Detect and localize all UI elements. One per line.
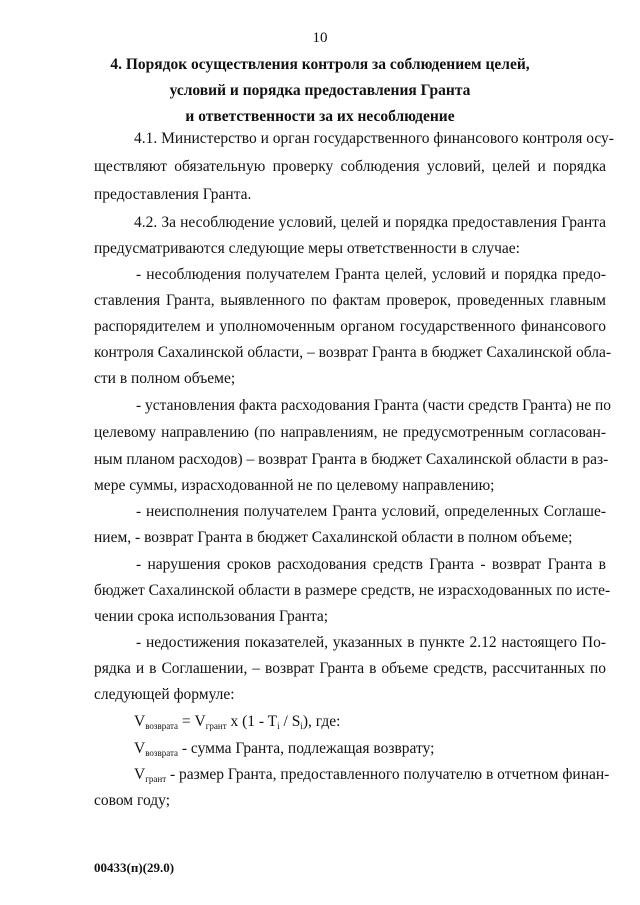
formula-subscript: i xyxy=(300,721,303,731)
text-line: бюджет Сахалинской области в размере средств, не израсходованных по исте- xyxy=(94,582,611,599)
text-line: ществляют обязательную проверку соблюдения условий, целей и порядка xyxy=(94,158,606,175)
formula-symbol: V xyxy=(134,766,146,783)
formula-symbol: V xyxy=(134,713,146,730)
text-line: нием, - возврат Гранта в бюджет Сахалинской области в полном объеме; xyxy=(94,529,573,546)
document-code: 00433(п)(29.0) xyxy=(94,860,175,875)
definition-2 xyxy=(134,766,610,784)
formula-subscript: возврата xyxy=(145,721,178,731)
definition-1 xyxy=(134,740,606,758)
heading-line-2: условий и порядка предоставления Гранта xyxy=(169,82,471,99)
text-line: мере суммы, израсходованной не по целевому направлению; xyxy=(94,477,495,494)
text-line: - неисполнения получателем Гранта условий, определенных Соглаше- xyxy=(136,503,606,520)
text-line: ным планом расходов) – возврат Гранта в бюджет Сахалинской области в раз- xyxy=(94,451,609,468)
formula xyxy=(134,713,606,731)
text-line: распорядителем и уполномоченным органом государственного финансового xyxy=(94,318,606,335)
page-number: 10 xyxy=(312,30,328,46)
text-line: ставления Гранта, выявленного по фактам проверок, проведенных главным xyxy=(94,292,606,309)
formula-subscript: возврата xyxy=(145,748,178,758)
text-line: предусматриваются следующие меры ответственности в случае: xyxy=(94,240,520,257)
text-line: чении срока использования Гранта; xyxy=(94,608,329,625)
formula-text: x (1 - T xyxy=(226,713,278,730)
definition-text: - сумма Гранта, подлежащая возврату; xyxy=(178,740,435,757)
text-line: следующей формуле: xyxy=(94,686,235,703)
text-line: 4.1. Министерство и орган государственного финансового контроля осу- xyxy=(134,130,614,147)
formula-symbol: V xyxy=(134,740,146,757)
text-line: - нарушения сроков расходования средств Гранта - возврат Гранта в xyxy=(136,556,606,573)
definition-2-continuation: совом году; xyxy=(94,792,170,809)
heading-line-3: и ответственности за их несоблюдение xyxy=(185,108,455,125)
formula-subscript: грант xyxy=(145,774,167,784)
text-line: 4.2. За несоблюдение условий, целей и порядка предоставления Гранта xyxy=(134,214,606,231)
text-line: - установления факта расходования Гранта (части средств Гранта) не по xyxy=(136,397,612,414)
formula-subscript: i xyxy=(277,721,280,731)
heading-line-1: 4. Порядок осуществления контроля за соблюдением целей, xyxy=(110,56,530,73)
text-line: контроля Сахалинской области, – возврат Гранта в бюджет Сахалинской обла- xyxy=(94,344,611,361)
text-line: рядка и в Соглашении, – возврат Гранта в объеме средств, рассчитанных по xyxy=(94,660,606,677)
formula-subscript: грант xyxy=(205,721,227,731)
text-line: - несоблюдения получателем Гранта целей, условий и порядка предо- xyxy=(136,266,606,283)
definition-text: - размер Гранта, предоставленного получателю в отчетном финан- xyxy=(166,766,610,783)
formula-symbol: V xyxy=(194,713,206,730)
text-line: - недостижения показателей, указанных в пункте 2.12 настоящего По- xyxy=(136,634,606,651)
text-line: сти в полном объеме; xyxy=(94,370,236,387)
formula-equals: = xyxy=(178,713,195,730)
text-line: предоставления Гранта. xyxy=(94,186,252,203)
formula-text: / S xyxy=(279,713,301,730)
text-line: целевому направлению (по направлениям, не предусмотренным согласован- xyxy=(94,424,606,441)
formula-text: ), где: xyxy=(302,713,341,730)
